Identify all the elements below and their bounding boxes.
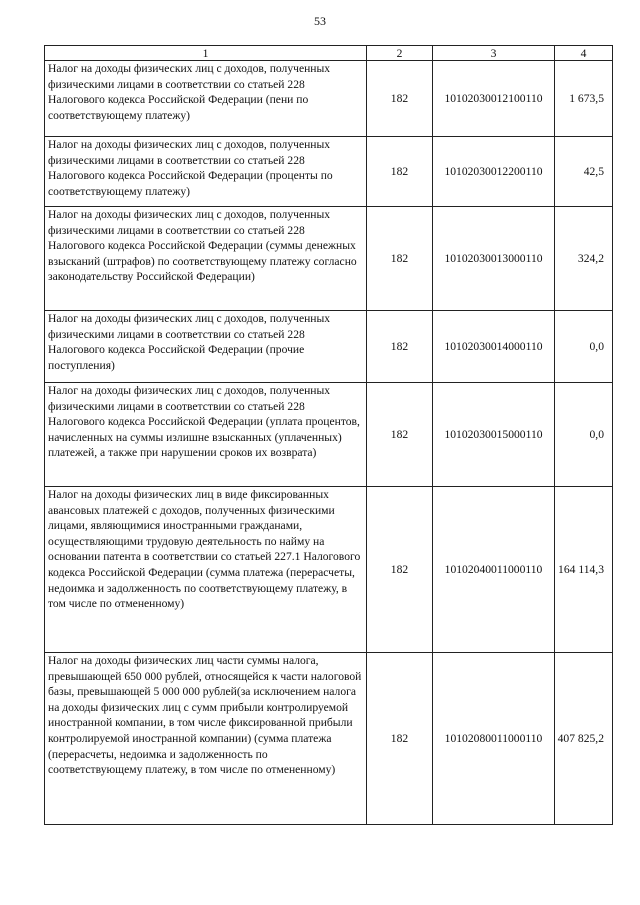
table-row [45,653,613,825]
income-description: Налог на доходы физических лиц с доходов, полученных физическими лицами в соответствии со статьей 228 Налогового кодекса Российской Федерации (проценты по соответствующему платежу) [45,137,367,207]
amount: 324,2 [555,207,613,311]
admin-code: 182 [367,61,433,137]
amount: 164 114,3 [555,487,613,653]
budget-classification-code: 10102030015000110 [433,383,555,487]
budget-classification-code: 10102030013000110 [433,207,555,311]
budget-classification-code: 10102030014000110 [433,311,555,383]
amount: 0,0 [555,383,613,487]
admin-code: 182 [367,311,433,383]
amount: 407 825,2 [555,653,613,825]
amount: 1 673,5 [555,61,613,137]
table-row [45,61,613,137]
column-header-1: 1 [45,46,367,61]
income-description: Налог на доходы физических лиц с доходов, полученных физическими лицами в соответствии со статьей 228 Налогового кодекса Российской Федерации (прочие поступления) [45,311,367,383]
income-description: Налог на доходы физических лиц в виде фиксированных авансовых платежей с доходов, полученных физическими лицами, являющимися иностранными гражданами, осуществляющими трудовую деятельность по найму на основании патента в соответствии со статьей 227.1 Налогового кодекса Российской Федерации (сумма платежа (перерасчеты, недоимка и задолженность по соответствующему платежу, в том числе по отмененному) [45,487,367,653]
page-number: 53 [314,14,326,28]
table-row [45,137,613,207]
column-header-2: 2 [367,46,433,61]
budget-classification-code: 10102080011000110 [433,653,555,825]
table-row [45,383,613,487]
income-description: Налог на доходы физических лиц с доходов, полученных физическими лицами в соответствии со статьей 228 Налогового кодекса Российской Федерации (суммы денежных взысканий (штрафов) по соответствующему платежу согласно законодательству Российской Федерации) [45,207,367,311]
income-description: Налог на доходы физических лиц с доходов, полученных физическими лицами в соответствии со статьей 228 Налогового кодекса Российской Федерации (уплата процентов, начисленных на суммы излишне взысканных (уплаченных) платежей, а также при нарушении сроков их возврата) [45,383,367,487]
budget-classification-code: 10102040011000110 [433,487,555,653]
table-header-row [45,46,613,61]
income-description: Налог на доходы физических лиц части суммы налога, превышающей 650 000 рублей, относящейся к части налоговой базы, превышающей 5 000 000 рублей(за исключением налога на доходы физических лиц с сумм прибыли контролируемой иностранной компании, в том числе фиксированной прибыли контролируемой иностранной компании) (сумма платежа (перерасчеты, недоимка и задолженность по соответствующему платежу, в том числе по отмененному) [45,653,367,825]
admin-code: 182 [367,653,433,825]
revenue-table [44,45,613,825]
budget-classification-code: 10102030012100110 [433,61,555,137]
table-row [45,207,613,311]
table-row [45,311,613,383]
column-header-3: 3 [433,46,555,61]
amount: 42,5 [555,137,613,207]
budget-classification-code: 10102030012200110 [433,137,555,207]
admin-code: 182 [367,207,433,311]
column-header-4: 4 [555,46,613,61]
admin-code: 182 [367,487,433,653]
income-description: Налог на доходы физических лиц с доходов, полученных физическими лицами в соответствии со статьей 228 Налогового кодекса Российской Федерации (пени по соответствующему платежу) [45,61,367,137]
amount: 0,0 [555,311,613,383]
table-row [45,487,613,653]
admin-code: 182 [367,137,433,207]
admin-code: 182 [367,383,433,487]
